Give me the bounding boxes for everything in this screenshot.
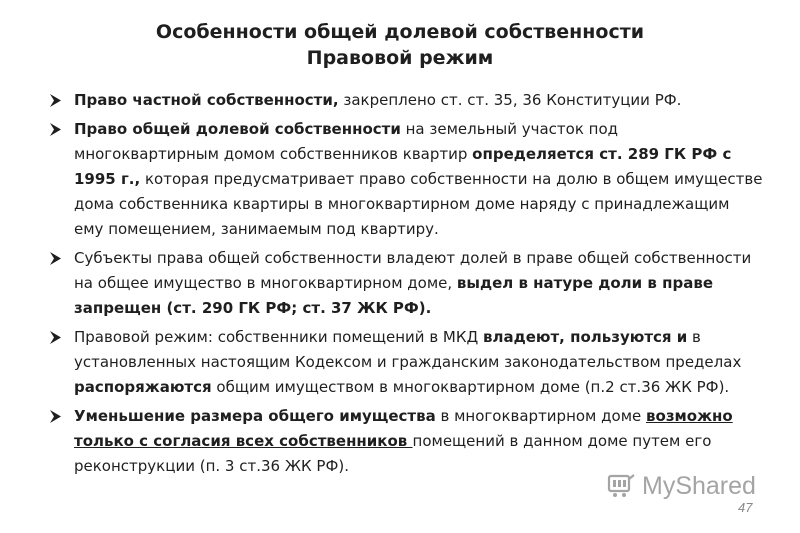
bullet-item [48,325,763,400]
bullet-4-bold-a: владеют, пользуются и [483,328,688,346]
bullet-2-text-b: которая предусматривает право собственности на долю в общем имуществе дома собственника квартиры в многоквартирном доме наряду с принадлежащим ему помещением, занимаемым под квартиру. [74,170,763,238]
title-line-1: Особенности общей долевой собственности [155,21,645,43]
slide-title [0,19,800,71]
bullet-2-text-a: на земельный участок под многоквартирным домом собственников квартир [74,120,619,163]
bullet-3-bold: выдел в натуре доли в праве запрещен (ст. 290 ГК РФ; ст. 37 ЖК РФ). [74,274,714,317]
bullet-item [48,246,763,321]
bullet-item [48,117,763,242]
bullet-5-bold: Уменьшение размера общего имущества [74,407,436,425]
arrow-bullet-icon [48,325,68,350]
bullet-1-text: закреплено ст. ст. 35, 36 Конституции РФ. [338,91,682,109]
myshared-logo-icon [606,469,636,503]
title-line-2: Правовой режим [306,47,494,69]
bullet-3-text: Субъекты права общей собственности владеют долей в праве общей собственности на общее имущество в многоквартирном доме, [74,249,752,292]
bullet-4-bold-b: распоряжаются [74,378,212,396]
arrow-bullet-icon [48,404,68,429]
bullet-2-bold-a: Право общей долевой собственности [74,120,401,138]
page-number: 47 [738,500,753,515]
bullet-item [48,88,763,113]
bullet-2-bold-b: определяется ст. 289 ГК РФ с 1995 г., [74,145,732,188]
bullet-4-text-a: Правовой режим: собственники помещений в МКД [74,328,484,346]
bullet-1-bold: Право частной собственности, [74,91,339,109]
arrow-bullet-icon [48,88,68,113]
arrow-bullet-icon [48,117,68,142]
bullet-5-text-b: помещений в данном доме путем его реконструкции (п. 3 ст.36 ЖК РФ). [74,432,712,475]
watermark [606,469,756,503]
bullet-5-underlined: возможно только с согласия всех собственников [74,407,733,450]
bullet-5-text-a: в многоквартирном доме [435,407,647,425]
bullet-list [48,88,763,483]
bullet-4-text-c: общим имуществом в многоквартирном доме (п.2 ст.36 ЖК РФ). [211,378,730,396]
arrow-bullet-icon [48,246,68,271]
bullet-item [48,404,763,479]
bullet-4-text-b: в установленных настоящим Кодексом и гражданским законодательством пределах [74,328,742,371]
watermark-text: MyShared [642,471,756,500]
